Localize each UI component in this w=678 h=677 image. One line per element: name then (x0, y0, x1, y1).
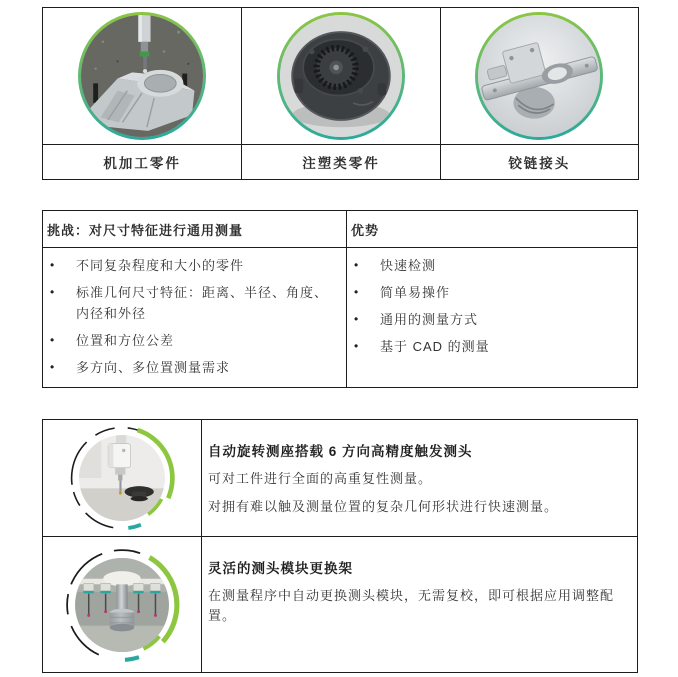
feature-title: 自动旋转测座搭载 6 方向高精度触发测头 (208, 444, 473, 459)
advantage-item-text: 通用的测量方式 (380, 312, 479, 327)
hinge-joint-photo (478, 15, 600, 137)
feature-paragraph: 在测量程序中自动更换测头模块，无需复校，即可根据应用调整配置。 (208, 588, 615, 623)
part-cell-machined (43, 8, 241, 144)
feature-title: 灵活的测头模块更换架 (208, 561, 353, 576)
challenge-item (50, 357, 340, 378)
challenge-header-text: 挑战：对尺寸特征进行通用测量 (47, 222, 244, 238)
machined-part-photo (81, 15, 203, 137)
probe-module-change-rack-photo (61, 544, 183, 666)
advantage-list (346, 248, 637, 387)
bullet-icon: • (354, 285, 360, 299)
challenge-item-text: 不同复杂程度和大小的零件 (76, 258, 245, 273)
challenge-item-text: 多方向、多位置测量需求 (76, 360, 231, 375)
bullet-icon: • (354, 339, 360, 353)
feature-image-cell (43, 420, 201, 536)
challenge-item-text: 位置和方位公差 (76, 333, 175, 348)
feature-image-cell (43, 536, 201, 672)
advantage-item (354, 255, 631, 276)
part-label-text: 铰链接头 (508, 156, 571, 171)
challenge-advantage-table (42, 210, 638, 388)
bullet-icon: • (354, 258, 360, 272)
bullet-icon: • (50, 285, 56, 299)
advantage-item-text: 简单易操作 (380, 285, 451, 300)
bullet-icon: • (50, 333, 56, 347)
feature-paragraph: 可对工件进行全面的高重复性测量。 (208, 471, 433, 486)
part-cell-hinge (440, 8, 638, 144)
challenge-item (50, 255, 340, 276)
part-label-text: 机加工零件 (103, 156, 181, 171)
feature-table (42, 419, 638, 673)
advantage-item (354, 309, 631, 330)
challenge-item (50, 282, 340, 324)
challenge-item-text: 标准几何尺寸特征：距离、半径、角度、内径和外径 (76, 285, 329, 321)
advantage-item-text: 快速检测 (380, 258, 437, 273)
gradient-ring (78, 12, 206, 140)
feature-paragraph: 对拥有难以触及测量位置的复杂几何形状进行快速测量。 (208, 499, 559, 514)
advantage-item (354, 336, 631, 357)
challenge-item (50, 330, 340, 351)
feature-text-cell (201, 420, 637, 536)
advantage-header-text: 优势 (351, 222, 380, 238)
part-cell-injection (241, 8, 439, 144)
part-label-machined (43, 144, 241, 179)
probe-photo-circle (79, 435, 165, 521)
part-label-injection (241, 144, 439, 179)
advantage-item (354, 282, 631, 303)
part-label-text: 注塑类零件 (302, 156, 380, 171)
injection-molded-part-photo (280, 15, 402, 137)
challenge-list (43, 248, 346, 387)
feature-text-cell (201, 536, 637, 672)
gradient-ring (475, 12, 603, 140)
bullet-icon: • (354, 312, 360, 326)
rack-photo-circle (75, 558, 169, 652)
advantage-header (346, 211, 637, 248)
rotating-probe-head-photo (66, 422, 178, 534)
challenge-header (43, 211, 346, 248)
part-label-hinge (440, 144, 638, 179)
part-types-table (42, 7, 639, 180)
bullet-icon: • (50, 360, 56, 374)
advantage-item-text: 基于 CAD 的测量 (380, 339, 490, 354)
gradient-ring (277, 12, 405, 140)
bullet-icon: • (50, 258, 56, 272)
